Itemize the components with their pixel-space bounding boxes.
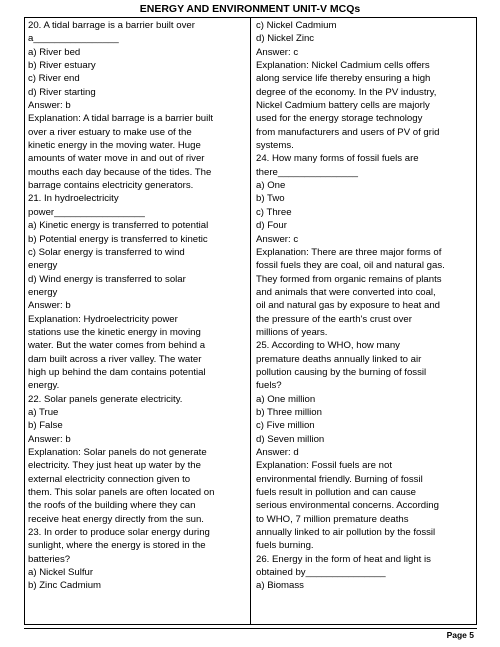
q20-explanation-line: over a river estuary to make use of the [28,126,192,138]
q22-explanation-line: electricity. They just heat up water by the [28,460,201,472]
question-23: 23. In order to produce solar energy during [28,527,210,539]
question-26: 26. Energy in the form of heat and light is [256,553,431,565]
q20-explanation-line: Explanation: A tidal barrage is a barrier built [28,113,214,125]
q20-explanation-line: barrage contains electricity generators. [28,180,194,192]
q21-blank: power_________________ [28,206,145,218]
q21-explanation-line: water. But the water comes from behind a [28,340,206,352]
q20-option-c: c) River end [28,73,80,85]
q24-option-a: a) One [256,180,286,192]
q21-explanation-line: high up behind the dam contains potential [28,366,206,378]
q22-explanation-line: external electricity connection given to [28,473,191,485]
q21-explanation-line: dam built across a river valley. The water [28,353,202,365]
q21-option-d: d) Wind energy is transferred to solar [28,273,186,285]
q21-option-c-cont: energy [28,260,58,272]
right-column [256,19,472,593]
page-header: ENERGY AND ENVIRONMENT UNIT-V MCQs [139,3,361,15]
question-25: 25. According to WHO, how many [256,340,400,352]
q23-option-d: d) Nickel Zinc [256,33,315,45]
q21-option-a: a) Kinetic energy is transferred to potential [28,220,209,232]
q25-explanation-line: Explanation: Fossil fuels are not [256,460,392,472]
q25-explanation-line: serious environmental concerns. According [256,500,439,512]
q20-explanation-line: kinetic energy in the moving water. Huge [28,140,201,152]
q25-explanation-line: fuels result in pollution and can cause [256,487,416,499]
q20-explanation-line: amounts of water move in and out of river [28,153,205,165]
question-25-cont: premature deaths annually linked to air [256,353,422,365]
q24-option-b: b) Two [256,193,285,205]
q25-answer: Answer: d [256,447,299,458]
footer-rule [24,628,477,629]
q25-option-b: b) Three million [256,406,322,418]
q21-explanation-line: Explanation: Hydroelectricity power [28,313,178,325]
question-20: 20. A tidal barrage is a barrier built over [28,20,195,31]
q24-explanation-line: oil and natural gas by exposure to heat and [256,300,441,312]
q25-option-a: a) One million [256,393,316,405]
question-22: 22. Solar panels generate electricity. [28,393,183,405]
q25-option-c: c) Five million [256,420,315,432]
question-23-cont: batteries? [28,553,71,565]
q25-explanation-line: annually linked to air pollution by the fossil [256,527,436,539]
q24-option-c: c) Three [256,206,292,218]
q23-explanation-line: Nickel Cadmium battery cells are majorly [256,100,430,112]
q23-explanation-line: used for the energy storage technology [256,113,423,125]
q21-explanation-line: energy. [28,380,60,392]
q22-option-a: a) True [28,406,59,418]
q22-explanation-line: Explanation: Solar panels do not generate [28,447,207,458]
q20-option-b: b) River estuary [28,60,96,72]
q22-explanation-line: the roofs of the building where they can [28,500,196,512]
q25-explanation-line: fuels burning. [256,540,314,552]
question-21: 21. In hydroelectricity [28,193,119,205]
q23-option-b: b) Zinc Cadmium [28,580,102,592]
q23-explanation-line: systems. [256,140,294,152]
q22-answer: Answer: b [28,433,71,445]
q24-answer: Answer: c [256,233,299,245]
q21-option-d-cont: energy [28,286,58,298]
q23-explanation-line: along service life thereby ensuring a high [256,73,431,85]
q24-explanation-line: and animals that were converted into coal, [256,286,436,298]
q21-option-c: c) Solar energy is transferred to wind [28,246,185,258]
q22-explanation-line: them. This solar panels are often located on [28,487,215,499]
q22-explanation-line: receive heat energy directly from the sun. [28,513,204,525]
q20-blank: a________________ [28,33,119,45]
question-24: 24. How many forms of fossil fuels are [256,153,419,165]
q23-explanation-line: from manufacturers and users of PV of grid [256,126,440,138]
q23-option-c: c) Nickel Cadmium [256,20,337,31]
q20-explanation-line: mouths each day because of the tides. The [28,166,212,178]
q25-option-d: d) Seven million [256,433,325,445]
q20-option-a: a) River bed [28,46,81,58]
left-column [28,19,246,593]
page-number: Page 5 [446,630,474,640]
column-divider [250,17,251,625]
q20-option-d: d) River starting [28,86,96,98]
q24-explanation-line: They formed from organic remains of plants [256,273,442,285]
question-25-cont: pollution causing by the burning of fossil [256,366,427,378]
q20-answer: Answer: b [28,100,71,112]
q23-option-a: a) Nickel Sulfur [28,567,94,579]
q26-option-a: a) Biomass [256,580,304,592]
q21-explanation-line: stations use the kinetic energy in moving [28,326,201,338]
question-25-cont: fuels? [256,380,282,392]
q24-explanation-line: the pressure of the earth's crust over [256,313,412,325]
q21-answer: Answer: b [28,300,71,312]
q22-option-b: b) False [28,420,63,432]
q25-explanation-line: environmental friendly. Burning of fossil [256,473,423,485]
q23-explanation-line: Explanation: Nickel Cadmium cells offers [256,60,430,72]
q24-option-d: d) Four [256,220,287,232]
q24-explanation-line: Explanation: There are three major forms of [256,246,442,258]
q24-explanation-line: fossil fuels they are coal, oil and natural gas. [256,260,445,272]
q26-blank: obtained by_______________ [256,567,386,579]
q24-explanation-line: millions of years. [256,326,328,338]
q24-blank: there_______________ [256,166,358,178]
q25-explanation-line: to WHO, 7 million premature deaths [256,513,409,525]
question-23-cont: sunlight, where the energy is stored in the [28,540,206,552]
q21-option-b: b) Potential energy is transferred to kinetic [28,233,208,245]
q23-explanation-line: degree of the economy. In the PV industry, [256,86,437,98]
q23-answer: Answer: c [256,46,299,58]
